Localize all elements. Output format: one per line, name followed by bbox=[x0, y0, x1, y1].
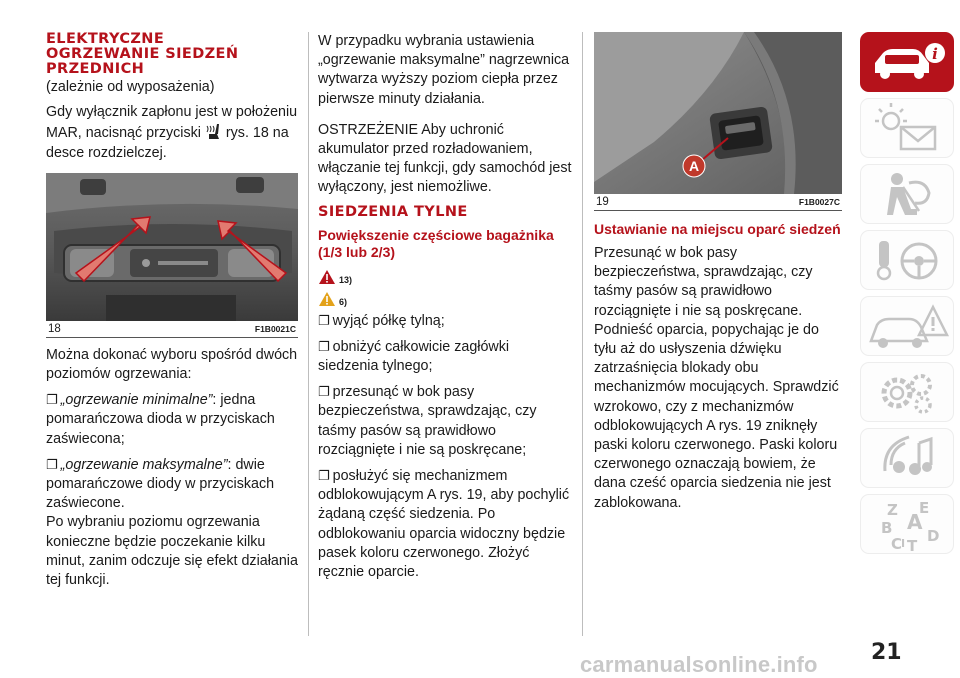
tab-index[interactable] bbox=[860, 494, 954, 554]
tab-car-info[interactable] bbox=[860, 32, 954, 92]
figure-19-number: 19 bbox=[596, 196, 609, 208]
seat-heater-buttons-photo bbox=[46, 173, 298, 321]
figure-19-code: F1B0027C bbox=[798, 197, 840, 207]
option-minimum-text: : jedna pomarańczowa dioda w przyciskach zaświecona; bbox=[46, 392, 275, 447]
column-divider-2 bbox=[582, 32, 583, 636]
index-letter: D bbox=[927, 527, 940, 545]
levels-intro: Można dokonać wyboru spośród dwóch poziomów ogrzewania: bbox=[46, 346, 298, 383]
battery-warning: OSTRZEŻENIE Aby uchronić akumulator przed rozładowaniem, włączanie tej funkcji, gdy samochód jest wyłączony, jest niemożliwe. bbox=[318, 121, 572, 196]
step-lower-headrests bbox=[318, 337, 572, 376]
column-3 bbox=[594, 32, 842, 519]
title-line-1: ELEKTRYCZNE bbox=[46, 31, 165, 47]
title-line-2: OGRZEWANIE SIEDZEŃ bbox=[46, 46, 239, 62]
step-text: obniżyć całkowicie zagłówki siedzenia tylnego; bbox=[318, 338, 510, 375]
subsection-title-trunk: Powiększenie częściowe bagażnika (1/3 lub 2/3) bbox=[318, 226, 554, 260]
caution-triangle-icon bbox=[318, 291, 336, 307]
subsection-title-reposition: Ustawianie na miejscu oparć siedzeń bbox=[594, 221, 841, 237]
intro-text-before: Gdy wyłącznik zapłonu jest w położeniu MAR, nacisnąć przyciski bbox=[46, 104, 298, 142]
figure-18 bbox=[46, 173, 298, 338]
option-minimum-name: „ogrzewanie minimalne” bbox=[60, 392, 213, 409]
step-move-belts bbox=[318, 382, 572, 460]
bullet-box-icon: ❐ bbox=[318, 338, 330, 354]
caution-ref-6 bbox=[318, 289, 572, 307]
section-title-rear-seats: SIEDZENIA TYLNE bbox=[318, 203, 468, 220]
option-maximum-name: „ogrzewanie maksymalne” bbox=[60, 456, 228, 473]
key-steering-wheel-icon bbox=[861, 231, 955, 291]
figure-19 bbox=[594, 32, 842, 211]
figure-18-number: 18 bbox=[48, 322, 61, 335]
bullet-box-icon: ❐ bbox=[46, 392, 58, 408]
step-text: wyjąć półkę tylną; bbox=[332, 312, 445, 329]
warning-ref-13-label: 13) bbox=[339, 274, 353, 285]
wait-paragraph: Po wybraniu poziomu ogrzewania konieczne będzie poczekanie kilku minut, zanim odczuje się efekt działania tej funkcji. bbox=[46, 514, 298, 589]
multimedia-navigation-icon bbox=[861, 429, 955, 489]
tab-warning-lights[interactable] bbox=[860, 98, 954, 158]
column-divider-1 bbox=[308, 32, 309, 636]
alphabetical-index-icon bbox=[861, 495, 955, 555]
step-text: posłużyć się mechanizmem odblokowującym A rys. 19, aby pochylić żądaną część siedzenia. Po odblokowaniu oparcia widoczny będzie pasek koloru czerwonego. Złożyć ręcznie oparcie. bbox=[318, 468, 570, 581]
column-2 bbox=[318, 32, 572, 588]
option-maximum bbox=[46, 455, 298, 514]
tab-safety[interactable] bbox=[860, 164, 954, 224]
airbag-passenger-icon bbox=[861, 165, 955, 225]
warning-light-envelope-icon bbox=[861, 99, 955, 159]
index-letter: C bbox=[891, 535, 903, 553]
title-line-3: PRZEDNICH bbox=[46, 61, 145, 77]
warning-ref-13 bbox=[318, 267, 572, 285]
option-minimum bbox=[46, 390, 298, 449]
tab-multimedia[interactable] bbox=[860, 428, 954, 488]
watermark-text: carmanualsonline.info bbox=[580, 652, 818, 677]
warning-triangle-icon bbox=[318, 269, 336, 285]
bullet-box-icon: ❐ bbox=[318, 312, 330, 328]
index-letter: E bbox=[919, 499, 930, 517]
tab-maintenance[interactable] bbox=[860, 362, 954, 422]
step-remove-shelf bbox=[318, 311, 572, 331]
bullet-box-icon: ❐ bbox=[318, 384, 330, 400]
bullet-box-icon: ❐ bbox=[46, 456, 58, 472]
index-letter: A bbox=[907, 510, 923, 534]
section-title-heated-seats bbox=[46, 32, 298, 77]
bullet-box-icon: ❐ bbox=[318, 468, 330, 484]
caution-ref-6-label: 6) bbox=[339, 296, 348, 307]
index-letter: I bbox=[901, 537, 906, 550]
intro-text-after: rys. 18 na desce rozdzielczej. bbox=[46, 125, 289, 161]
page-number: 21 bbox=[871, 640, 902, 665]
car-crash-icon bbox=[861, 297, 955, 357]
index-letter: T bbox=[907, 537, 918, 555]
option-maximum-text: : dwie pomarańczowe diody w przyciskach zaświecone. bbox=[46, 456, 275, 512]
car-info-icon bbox=[861, 33, 955, 93]
tab-starting-driving[interactable] bbox=[860, 230, 954, 290]
intro-paragraph bbox=[46, 103, 298, 163]
figure-18-code: F1B0021C bbox=[254, 323, 296, 334]
step-release-backrest bbox=[318, 466, 572, 582]
gears-maintenance-icon bbox=[861, 363, 955, 423]
backrest-release-photo bbox=[594, 32, 842, 194]
callout-a-label: A bbox=[688, 158, 700, 174]
seat-heater-icon bbox=[206, 122, 221, 140]
reposition-paragraph: Przesunąć w bok pasy bezpieczeństwa, sprawdzając, czy taśmy pasów są prawidłowo rozciągnięte i nie są poskręcane. Podnieść oparcia, popychając je do tyłu aż do usłyszenia dźwięku zatrzaśnięcia blokady obu mechanizmów mocujących. Sprawdzić wzrokowo, czy z mechanizmów odblokowujących A rys. 19 zniknęły paski koloru czerwonego. Paski koloru czerwonego oznaczają bowiem, że dana cześć oparcia siedzenia nie jest zablokowana. bbox=[594, 245, 839, 511]
tab-emergency[interactable] bbox=[860, 296, 954, 356]
column-1 bbox=[46, 32, 298, 596]
max-heating-note: W przypadku wybrania ustawienia „ogrzewanie maksymalne” nagrzewnica wytwarza wyższy poziom ciepła przez pierwsze minuty działania. bbox=[318, 33, 570, 107]
index-letter: B bbox=[881, 519, 893, 537]
index-letter: Z bbox=[887, 501, 898, 519]
svg-text:i: i bbox=[932, 45, 938, 63]
availability-note: (zależnie od wyposażenia) bbox=[46, 79, 215, 95]
step-text: przesunąć w bok pasy bezpieczeństwa, sprawdzając, czy taśmy pasów są prawidłowo rozciągnięte i nie są poskręcane; bbox=[318, 384, 537, 458]
